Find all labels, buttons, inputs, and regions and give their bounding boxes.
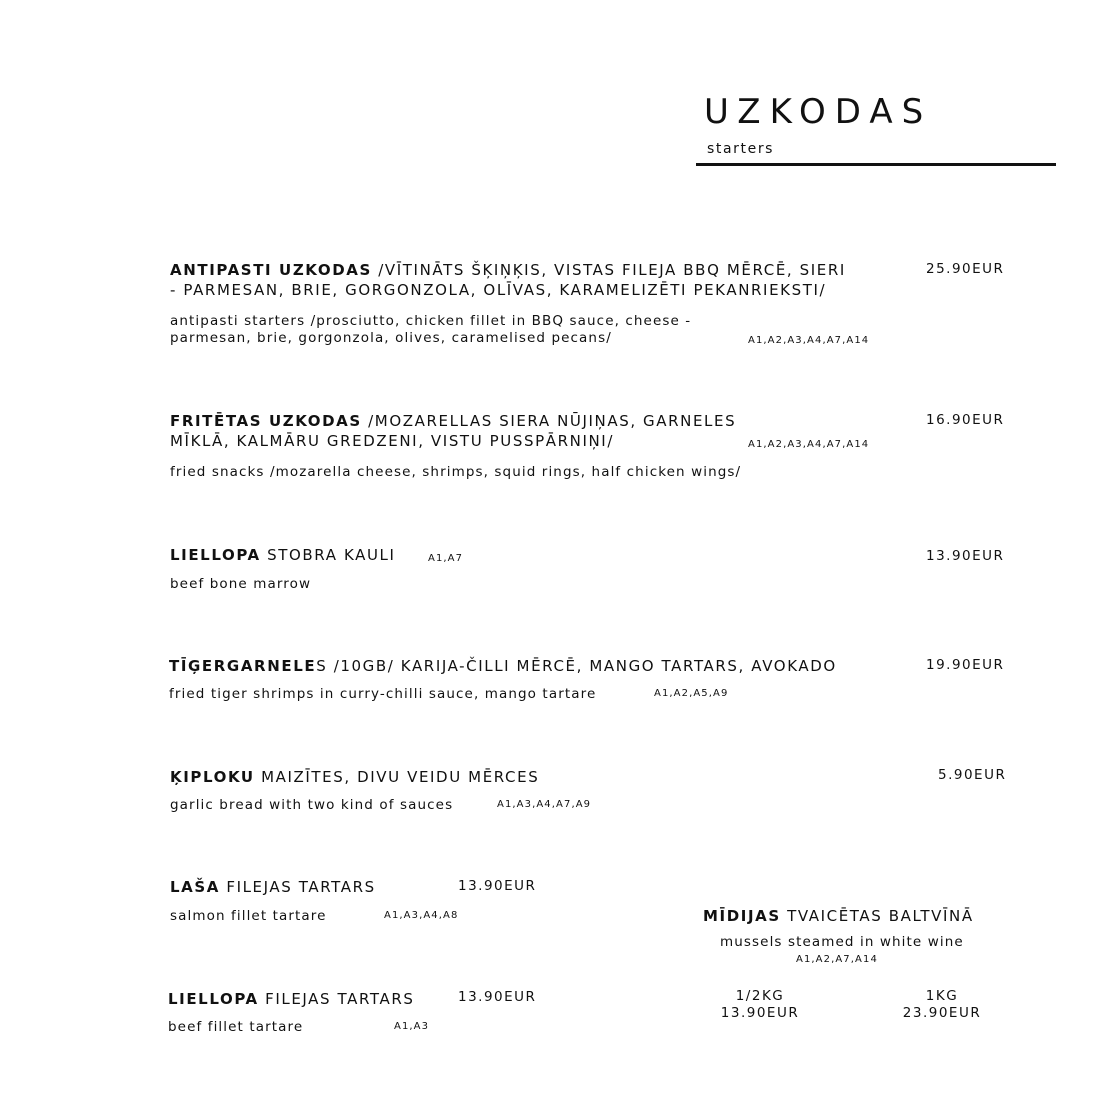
page-title: UZKODAS	[704, 92, 933, 132]
mussels-allergens: A1,A2,A7,A14	[796, 954, 878, 965]
menu-item-name	[170, 260, 846, 280]
menu-item-name-rest: STOBRA KAULI	[260, 546, 396, 564]
menu-item-allergens: A1,A2,A5,A9	[654, 688, 729, 699]
menu-item-price: 5.90EUR	[938, 767, 1007, 783]
mussels-name-bold: MĪDIJAS	[703, 907, 781, 925]
menu-item-name-line2: - PARMESAN, BRIE, GORGONZOLA, OLĪVAS, KARAMELIZĒTI PEKANRIEKSTI/	[170, 281, 827, 299]
mussels-name	[703, 906, 974, 926]
menu-item-name-rest: S /10GB/ KARIJA-ČILLI MĒRCĒ, MANGO TARTARS, AVOKADO	[316, 657, 837, 675]
menu-item-price: 16.90EUR	[926, 412, 1005, 428]
menu-item-name-bold: LIELLOPA	[168, 990, 259, 1008]
menu-item-name-rest: MAIZĪTES, DIVU VEIDU MĒRCES	[254, 768, 540, 786]
menu-item-name-bold: FRITĒTAS UZKODAS	[170, 412, 362, 430]
menu-item-price: 13.90EUR	[458, 878, 537, 894]
mussels-half-kg-size: 1/2KG	[735, 988, 785, 1004]
menu-item-name-bold: ANTIPASTI UZKODAS	[170, 261, 372, 279]
menu-item-name-line2: MĪKLĀ, KALMĀRU GREDZENI, VISTU PUSSPĀRNIŅI/	[170, 432, 614, 450]
mussels-one-kg-size: 1KG	[925, 988, 959, 1004]
menu-item-allergens: A1,A7	[428, 553, 464, 564]
menu-item-description: antipasti starters /prosciutto, chicken fillet in BBQ sauce, cheese -	[170, 313, 692, 329]
menu-item-name-bold: LIELLOPA	[170, 546, 261, 564]
menu-item-description-line2: parmesan, brie, gorgonzola, olives, caramelised pecans/	[170, 330, 612, 346]
menu-item-name	[170, 545, 396, 565]
menu-item-description: fried snacks /mozarella cheese, shrimps, squid rings, half chicken wings/	[170, 464, 742, 480]
menu-item-price: 13.90EUR	[926, 548, 1005, 564]
menu-item-name	[170, 767, 539, 787]
menu-item-name	[170, 877, 376, 897]
mussels-half-kg-price: 13.90EUR	[720, 1005, 800, 1021]
menu-item-name-rest: /MOZARELLAS SIERA NŪJIŅAS, GARNELES	[361, 412, 737, 430]
menu-item-name-bold: TĪĢERGARNELE	[169, 657, 317, 675]
menu-item-price: 19.90EUR	[926, 657, 1005, 673]
menu-item-name-bold: ĶIPLOKU	[170, 768, 255, 786]
mussels-name-rest: TVAICĒTAS BALTVĪNĀ	[780, 907, 974, 925]
menu-item-allergens: A1,A3,A4,A8	[384, 910, 459, 921]
menu-item-description: fried tiger shrimps in curry-chilli sauce, mango tartare	[169, 686, 597, 702]
menu-item-description: beef bone marrow	[170, 576, 312, 592]
menu-item-allergens: A1,A3	[394, 1021, 430, 1032]
menu-item-name-rest: FILEJAS TARTARS	[258, 990, 415, 1008]
menu-item-price: 25.90EUR	[926, 261, 1005, 277]
menu-item-price: 13.90EUR	[458, 989, 537, 1005]
page-subtitle: starters	[707, 141, 775, 157]
mussels-description: mussels steamed in white wine	[720, 934, 964, 950]
menu-item-name	[169, 656, 837, 676]
menu-item-name	[170, 411, 736, 431]
menu-item-name-rest: FILEJAS TARTARS	[219, 878, 376, 896]
menu-item-allergens: A1,A2,A3,A4,A7,A14	[748, 335, 870, 346]
menu-item-name	[168, 989, 415, 1009]
title-underline	[696, 163, 1056, 166]
menu-item-description: beef fillet tartare	[168, 1019, 304, 1035]
menu-item-allergens: A1,A2,A3,A4,A7,A14	[748, 439, 870, 450]
menu-item-name-bold: LAŠA	[170, 878, 220, 896]
mussels-one-kg-price: 23.90EUR	[902, 1005, 982, 1021]
menu-item-allergens: A1,A3,A4,A7,A9	[497, 799, 592, 810]
menu-item-description: salmon fillet tartare	[170, 908, 327, 924]
menu-item-name-rest: /VĪTINĀTS ŠĶIŅĶIS, VISTAS FILEJA BBQ MĒRCĒ, SIERI	[371, 261, 846, 279]
menu-item-description: garlic bread with two kind of sauces	[170, 797, 454, 813]
